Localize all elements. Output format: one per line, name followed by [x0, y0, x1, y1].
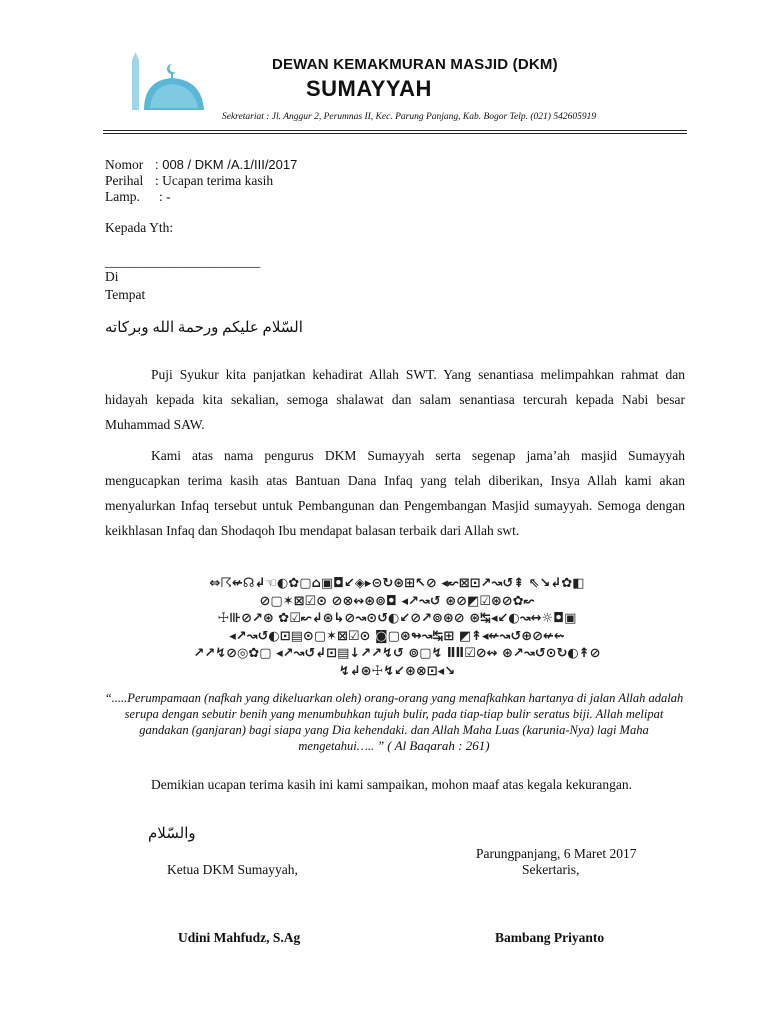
signature-left-name: Udini Mahfudz, S.Ag — [178, 930, 301, 945]
signature-right-title: Sekertaris, — [522, 862, 580, 877]
recipient-blank-line: _______________________ — [105, 254, 261, 269]
greeting-arabic: السّلام عليكم ورحمة الله وبركاته — [105, 320, 303, 336]
recipient-to: Kepada Yth: — [105, 220, 174, 235]
org-name-line1: DEWAN KEMAKMURAN MASJID (DKM) — [272, 56, 558, 73]
verse-translation-text: “.....Perumpamaan (nafkah yang dikeluarkan oleh) orang-orang yang menafkahkan hartanya di jalan Allah adalah serupa dengan sebutir benih yang menumbuhkan tujuh bulir, pada tiap-tiap bulir seratus biji. Allah melipat gandakan (ganjaran) bagi siapa yang Dia kehendaki. dan Allah Maha Luas (karunia-Nya) lagi Maha mengetahui….. ” — [104, 691, 684, 753]
verse-glyph-line: ⊘▢✶⊠☑⊙ ⊘⊗↭⊛⊚◘ ◂↗↝↺ ⊛⊘◩☑⊛⊘✿↜ — [259, 593, 535, 609]
verse-glyph-line: ↯↲⊛☩↯↙⊛⊗⊡◂↘ — [338, 663, 456, 679]
signature-right-name: Bambang Priyanto — [495, 930, 605, 945]
verse-glyph-line: ↗↗↯⊘◎✿▢ ◂↗↝↺↲⊡▤↓↗↗↯↺ ⊚▢↯ ⅡⅡ☑⊘↭ ⊛↗↝↺⊙↻◐↟⊘ — [193, 646, 601, 661]
wassalam-arabic: والسّلام — [148, 826, 196, 842]
letterhead-divider-top — [103, 130, 687, 131]
lamp-label: Lamp. — [105, 189, 140, 204]
verse-glyph-line: ☩⊪⊘↗⊛ ✿☑↜↲⊛↳⊘↝⊙↺◐↙⊘↗⊚⊛⊘ ⊛↹◂↙◐↝↔☼◘▣ — [217, 611, 577, 626]
meta-lamp — [105, 188, 171, 206]
org-name-line2: SUMAYYAH — [306, 76, 432, 101]
verse-glyph-line: ⇔☈↚☊↲☜◐✿▢⌂▣◘↙◈▸⊝↻⊛⊞↖⊘ ◂↜⊠⊡↗↝↺⇞ ⇖↘↲✿◧ — [209, 576, 585, 591]
verse-glyph-line: ◂↗↝↺◐⊡▤⊙▢✶⊠☑⊙ ◙▢⊛↬↝↹⊞ ◩↟◂↚↝↺⊕⊘↚⇜ — [229, 628, 565, 644]
letterhead-divider-bottom — [103, 133, 687, 134]
verse-translation — [100, 690, 688, 754]
secretariat-address: Sekretariat : Jl. Anggur 2, Perumnas II, Kec. Parung Panjang, Kab. Bogor Telp. (021) 542605919 — [222, 112, 597, 122]
body-paragraph-1: Puji Syukur kita panjatkan kehadirat Allah SWT. Yang senantiasa melimpahkan rahmat dan hidayah kepada kita sekalian, semoga shalawat dan salam senantiasa tercurah kepada Nabi besar Muhammad SAW. — [105, 367, 685, 432]
place-date: Parungpanjang, 6 Maret 2017 — [476, 846, 637, 861]
body-paragraph-2: Kami atas nama pengurus DKM Sumayyah serta segenap jama’ah masjid Sumayyah mengucapkan terima kasih atas Bantuan Dana Infaq yang telah diberikan, Insya Allah kami akan menyalurkan Infaq tersebut untuk Pembangunan dan Pengembangan Masjid sumayyah. Semoga dengan keikhlasan Infaq dan Shodaqoh Ibu mendapat balasan terbaik dari Allah swt. — [105, 448, 685, 538]
perihal-value: : Ucapan terima kasih — [155, 173, 274, 188]
closing-paragraph: Demikian ucapan terima kasih ini kami sampaikan, mohon maaf atas kegala kekurangan. — [151, 777, 632, 792]
mosque-dome-icon — [128, 52, 208, 114]
lamp-value: : - — [159, 189, 171, 204]
verse-reference: ( Al Baqarah : 261) — [387, 738, 490, 753]
nomor-value: : 008 / DKM /A.1/III/2017 — [155, 157, 298, 172]
recipient-tempat: Tempat — [105, 287, 146, 302]
signature-left-title: Ketua DKM Sumayyah, — [167, 862, 298, 877]
recipient-di: Di — [105, 269, 119, 284]
quran-verse-glyphs — [108, 575, 686, 680]
nomor-label: Nomor — [105, 157, 144, 172]
perihal-label: Perihal — [105, 173, 144, 188]
